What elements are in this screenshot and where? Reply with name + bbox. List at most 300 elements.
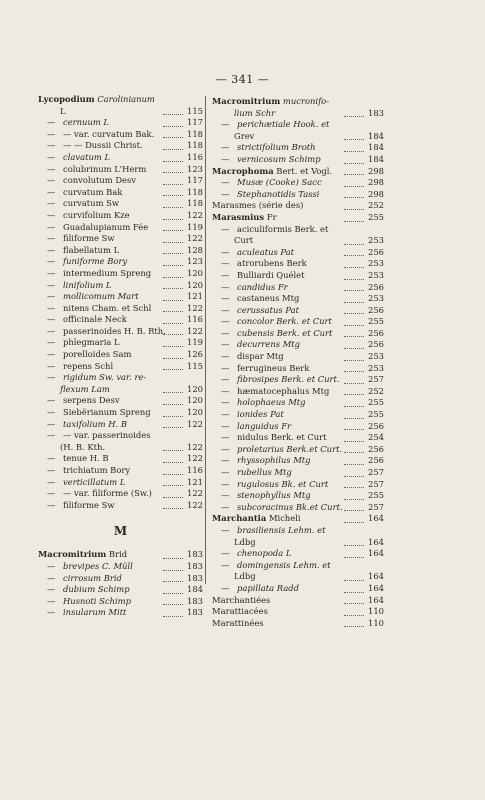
page-ref: 253 (368, 235, 384, 246)
entry-text: taxifolium H. B (63, 418, 128, 429)
leader-dots (344, 348, 364, 349)
entry-text: mucronifo- (280, 96, 330, 106)
page-ref: 298 (368, 165, 384, 176)
entry-text: nitens Cham. et Schl (63, 302, 152, 313)
index-entry (212, 189, 384, 201)
entry-dash: — (47, 607, 56, 618)
page-ref: 183 (187, 572, 203, 583)
entry-text: curvifolium Kze (63, 209, 130, 220)
page-ref: 164 (368, 594, 384, 605)
leader-dots (163, 172, 183, 173)
leader-dots (163, 265, 183, 266)
section-letter: M (113, 524, 128, 539)
index-entry (212, 409, 384, 421)
leader-dots (344, 371, 364, 372)
page-number: — 341 — (215, 73, 270, 86)
entry-dash: — (47, 209, 56, 220)
page-ref: 122 (187, 209, 203, 220)
page-ref: 184 (368, 153, 384, 164)
entry-text: verticillatum L (63, 476, 126, 487)
index-entry (38, 584, 203, 596)
entry-text: L (60, 105, 66, 116)
index-entry (212, 339, 384, 351)
entry-text: serpens Desv (63, 395, 120, 406)
index-entry (212, 96, 384, 108)
index-entry (38, 607, 203, 619)
entry-text: strictifolium Broth (237, 142, 316, 153)
entry-dash: — (47, 595, 56, 606)
index-entry (38, 326, 203, 338)
entry-text: rugulosus Bk. et Curt (237, 478, 329, 489)
index-entry (38, 175, 203, 187)
entry-text: officinale Neck (63, 314, 127, 325)
entry-dash: — (221, 467, 230, 477)
entry-dash: — (47, 233, 56, 244)
entry-text: Fr (264, 211, 277, 222)
index-entry (38, 140, 203, 152)
entry-dash: — (221, 524, 230, 535)
entry-text: Micheli (266, 513, 301, 524)
index-entry (212, 455, 384, 467)
entry-dash: — (221, 432, 230, 443)
index-entry (38, 187, 203, 199)
entry-text: Husnoti Schimp (63, 595, 131, 606)
entry-dash: — (47, 186, 56, 197)
leader-dots (344, 325, 364, 326)
entry-dash: — (221, 188, 230, 199)
leader-dots (344, 557, 364, 558)
entry-text: atrorubens Berk (237, 258, 307, 269)
entry-text: domingensis Lehm. et (237, 559, 331, 570)
page-ref: 253 (368, 269, 384, 280)
index-entry (38, 268, 203, 280)
entry-text: (H. B. Kth. (60, 441, 106, 452)
page-ref: 122 (187, 499, 203, 510)
leader-dots (344, 487, 364, 488)
index-entry (38, 430, 203, 442)
entry-text: Stephanotidis Tassi (237, 188, 320, 199)
index-entry (212, 282, 384, 294)
page-ref: 255 (368, 211, 384, 222)
entry-dash: — (221, 316, 230, 327)
entry-text: intermedium Spreng (63, 267, 152, 278)
page-ref: 117 (187, 117, 203, 128)
leader-dots (344, 116, 364, 117)
entry-text: ferrugineus Berk (237, 362, 310, 373)
entry-text: aciculiformis Berk. et (237, 223, 329, 234)
page-ref: 183 (187, 607, 203, 618)
entry-text: Marasmes (série des) (212, 200, 304, 211)
page-ref: 128 (187, 244, 203, 255)
leader-dots (344, 394, 364, 395)
leader-dots (344, 209, 364, 210)
leader-dots (344, 267, 364, 268)
entry-text: curvatum Sw (63, 198, 120, 209)
entry-text: repens Schl (63, 360, 114, 371)
page-ref: 183 (187, 595, 203, 606)
entry-dash: — (47, 418, 56, 429)
index-entry (212, 235, 384, 247)
entry-dash: — (47, 360, 56, 371)
leader-dots (163, 497, 183, 498)
index-entry (212, 548, 384, 560)
entry-dash: — (47, 291, 56, 302)
page-ref: 164 (368, 513, 384, 524)
index-entry (212, 293, 384, 305)
page-ref: 121 (187, 291, 203, 302)
leader-dots (344, 441, 364, 442)
entry-text: dispar Mtg (237, 351, 284, 362)
entry-dash: — (221, 281, 230, 292)
index-entry (212, 108, 384, 120)
entry-dash: — (221, 339, 230, 350)
leader-dots (344, 499, 364, 500)
genus-name: Marasmius (212, 211, 265, 222)
entry-text: ionides Pat (237, 409, 284, 420)
index-entry (212, 467, 384, 479)
entry-text: Marchantiées (212, 594, 271, 605)
entry-text: chenopoda L (237, 548, 292, 559)
entry-dash: — (47, 302, 56, 313)
entry-text: Bulliardi Quélet (237, 269, 305, 280)
entry-text: papillata Radd (237, 582, 299, 593)
entry-text: clavatum L (63, 151, 111, 162)
entry-dash: — (47, 395, 56, 406)
entry-dash: — (221, 397, 230, 408)
leader-dots (163, 288, 183, 289)
index-entry (38, 129, 203, 141)
entry-text: — var. filiforme (Sw.) (63, 488, 152, 499)
entry-dash: — (221, 420, 230, 431)
genus-name: Macromitrium (212, 96, 281, 106)
entry-dash: — (47, 140, 56, 151)
leader-dots (163, 616, 183, 617)
genus-name: Lycopodium (38, 94, 95, 104)
entry-dash: — (221, 478, 230, 489)
leader-dots (163, 323, 183, 324)
entry-text: concolor Berk. et Curt (237, 316, 332, 327)
leader-dots (163, 570, 183, 571)
entry-text: languidus Fr (237, 420, 292, 431)
leader-dots (163, 346, 183, 347)
entry-text: lium Schr (234, 107, 276, 118)
page-ref: 164 (368, 571, 384, 582)
index-entry (212, 154, 384, 166)
page-ref: 120 (187, 395, 203, 406)
leader-dots (344, 603, 364, 604)
entry-text: aculeatus Pat (237, 246, 295, 257)
leader-dots (163, 416, 183, 417)
page-ref: 123 (187, 256, 203, 267)
leader-dots (344, 580, 364, 581)
page-ref: 121 (187, 476, 203, 487)
page-ref: 255 (368, 490, 384, 501)
page-ref: 253 (368, 351, 384, 362)
leader-dots (344, 592, 364, 593)
leader-dots (344, 545, 364, 546)
page-ref: 256 (368, 420, 384, 431)
index-entry (38, 314, 203, 326)
leader-dots (163, 392, 183, 393)
entry-dash: — (47, 163, 56, 174)
page-ref: 122 (187, 453, 203, 464)
index-entry (212, 351, 384, 363)
entry-text: subcoracinus Bk.et Curt. (237, 501, 343, 512)
leader-dots (344, 255, 364, 256)
entry-text: dubium Schimp (63, 584, 130, 595)
index-entry (212, 258, 384, 270)
page-ref: 256 (368, 281, 384, 292)
leader-dots (344, 163, 364, 164)
entry-text: colubrinum L'Herm (63, 163, 147, 174)
index-column-right (205, 96, 384, 628)
leader-dots (344, 336, 364, 337)
entry-text: Musæ (Cooke) Sacc (237, 177, 322, 188)
leader-dots (163, 161, 183, 162)
leader-dots (344, 406, 364, 407)
genus-name: Macromitrium (38, 549, 107, 560)
entry-dash: — (221, 177, 230, 188)
page-ref: 122 (187, 233, 203, 244)
leader-dots (163, 242, 183, 243)
entry-text: Marattiacées (212, 606, 268, 617)
page-ref: 183 (368, 107, 384, 118)
entry-dash: — (221, 490, 230, 501)
index-entry (38, 337, 203, 349)
entry-dash: — (47, 117, 56, 128)
entry-dash: — (221, 304, 230, 315)
leader-dots (163, 334, 183, 335)
page-ref: 255 (368, 397, 384, 408)
entry-text: — var. passerinoides (63, 430, 151, 441)
page-ref: 253 (368, 293, 384, 304)
leader-dots (163, 581, 183, 582)
page-ref: 252 (368, 385, 384, 396)
index-entry (38, 349, 203, 361)
index-entry (212, 583, 384, 595)
leader-dots (344, 244, 364, 245)
page-ref: 257 (368, 501, 384, 512)
entry-text: Ldbg (234, 536, 256, 547)
index-entry (212, 224, 384, 236)
page-ref: 120 (187, 279, 203, 290)
entry-dash: — (47, 349, 56, 360)
index-entry (38, 117, 203, 129)
entry-text: rhyssophilus Mtg (237, 455, 311, 466)
page-ref: 115 (187, 105, 203, 116)
entry-text: vernicosum Schimp (237, 153, 321, 164)
leader-dots (163, 450, 183, 451)
page-ref: 184 (187, 584, 203, 595)
index-entry (212, 177, 384, 189)
page-ref: 115 (187, 360, 203, 371)
page-ref: 256 (368, 246, 384, 257)
leader-dots (163, 485, 183, 486)
entry-dash: — (47, 560, 56, 571)
entry-text: perichætiale Hook. et (237, 119, 330, 130)
leader-dots (163, 137, 183, 138)
leader-dots (163, 593, 183, 594)
entry-dash: — (221, 582, 230, 593)
leader-dots (344, 418, 364, 419)
index-entry (38, 291, 203, 303)
index-entry (38, 465, 203, 477)
entry-dash: — (47, 584, 56, 595)
entry-dash: — (221, 327, 230, 338)
entry-dash: — (221, 119, 230, 130)
leader-dots (163, 508, 183, 509)
entry-dash: — (47, 175, 56, 186)
entry-text: filiforme Sw (63, 499, 115, 510)
index-entry (212, 131, 384, 143)
page-ref: 119 (187, 221, 203, 232)
page-ref: 122 (187, 302, 203, 313)
index-entry (38, 442, 203, 454)
entry-text: insularum Mitt (63, 607, 127, 618)
entry-text: porelloides Sam (63, 349, 132, 360)
leader-dots (163, 427, 183, 428)
entry-text: Guadalupianum Fée (63, 221, 149, 232)
entry-dash: — (221, 293, 230, 304)
index-entry (38, 488, 203, 500)
index-entry (38, 106, 203, 118)
leader-dots (344, 522, 364, 523)
entry-dash: — (221, 559, 230, 570)
entry-dash: — (47, 453, 56, 464)
page-ref: 120 (187, 267, 203, 278)
index-entry (38, 245, 203, 257)
index-entry (212, 513, 384, 525)
page-ref: 184 (368, 142, 384, 153)
entry-text: flexum Lam (60, 383, 110, 394)
index-entry (38, 303, 203, 315)
entry-text: cernuum L (63, 117, 109, 128)
page-ref: 255 (368, 316, 384, 327)
leader-dots (163, 230, 183, 231)
page-ref: 256 (368, 327, 384, 338)
entry-text: Carolinianum (94, 94, 155, 104)
leader-dots (163, 404, 183, 405)
page-ref: 119 (187, 337, 203, 348)
index-entry (38, 549, 203, 561)
entry-dash: — (47, 372, 56, 383)
entry-text: proletarius Berk.et Curt. (237, 443, 343, 454)
entry-text: nidulus Berk. et Curt (237, 432, 327, 443)
entry-dash: — (47, 476, 56, 487)
index-entry (212, 305, 384, 317)
page-ref: 122 (187, 418, 203, 429)
entry-dash: — (221, 374, 230, 385)
leader-dots (344, 151, 364, 152)
entry-text: rigidum Sw. var. re- (63, 372, 147, 383)
index-entry (212, 571, 384, 583)
page-ref: 116 (187, 314, 203, 325)
page-ref: 116 (187, 465, 203, 475)
index-entry (212, 316, 384, 328)
leader-dots (344, 290, 364, 291)
index-entry (38, 573, 203, 585)
page-ref: 255 (368, 409, 384, 420)
index-entry (212, 606, 384, 618)
entry-dash: — (47, 267, 56, 278)
page-ref: 254 (368, 432, 384, 443)
index-entry (212, 525, 384, 537)
entry-dash: — (47, 572, 56, 583)
index-entry (38, 233, 203, 245)
entry-dash: — (221, 385, 230, 396)
entry-dash: — (47, 151, 56, 162)
entry-text: — var. curvatum Bak. (63, 128, 155, 139)
entry-dash: — (221, 246, 230, 257)
page-ref: 184 (368, 130, 384, 141)
leader-dots (344, 452, 364, 453)
entry-dash: — (221, 362, 230, 373)
index-entry (212, 119, 384, 131)
index-entry (38, 561, 203, 573)
leader-dots (344, 302, 364, 303)
index-entry (212, 595, 384, 607)
index-entry (38, 384, 203, 396)
index-entry (212, 142, 384, 154)
entry-dash: — (47, 279, 56, 290)
entry-text: stenophyllus Mtg (237, 490, 311, 501)
page-ref: 183 (187, 549, 203, 560)
index-entry (212, 200, 384, 212)
entry-text: curvatum Bak (63, 186, 123, 197)
entry-dash: — (47, 256, 56, 267)
entry-text: cirrosum Brid (63, 572, 122, 583)
leader-dots (163, 184, 183, 185)
leader-dots (163, 604, 183, 605)
index-entry (38, 164, 203, 176)
entry-text: convolutum Desv (63, 175, 137, 186)
page-ref: 164 (368, 582, 384, 593)
index-entry (212, 374, 384, 386)
leader-dots (163, 277, 183, 278)
entry-text: cubensis Berk. et Curt (237, 327, 333, 338)
leader-dots (344, 510, 364, 511)
genus-name: Marchantia (212, 513, 267, 524)
entry-text: Ldbg (234, 571, 256, 582)
entry-text: — — Dussii Christ. (63, 140, 143, 151)
entry-dash: — (221, 351, 230, 362)
index-entry (212, 432, 384, 444)
leader-dots (344, 186, 364, 187)
index-entry (212, 421, 384, 433)
index-entry (212, 270, 384, 282)
leader-dots (344, 383, 364, 384)
leader-dots (163, 311, 183, 312)
page-ref: 298 (368, 188, 384, 199)
page-ref: 120 (187, 383, 203, 394)
index-entry (38, 280, 203, 292)
page-ref: 256 (368, 443, 384, 454)
entry-dash: — (221, 455, 230, 466)
entry-text: brevipes C. Müll (63, 560, 133, 571)
entry-dash: — (221, 223, 230, 234)
entry-text: cerussatus Pat (237, 304, 299, 315)
leader-dots (344, 464, 364, 465)
entry-text: mollicomum Mart (63, 291, 139, 302)
entry-text: Grev (234, 130, 255, 141)
index-entry (38, 361, 203, 373)
entry-text: candidus Fr (237, 281, 288, 292)
page-ref: 122 (187, 325, 203, 336)
page-ref: 110 (368, 606, 384, 617)
entry-dash: — (47, 407, 56, 418)
page-ref: 164 (368, 536, 384, 547)
entry-text: trichiatum Bory (63, 465, 131, 475)
